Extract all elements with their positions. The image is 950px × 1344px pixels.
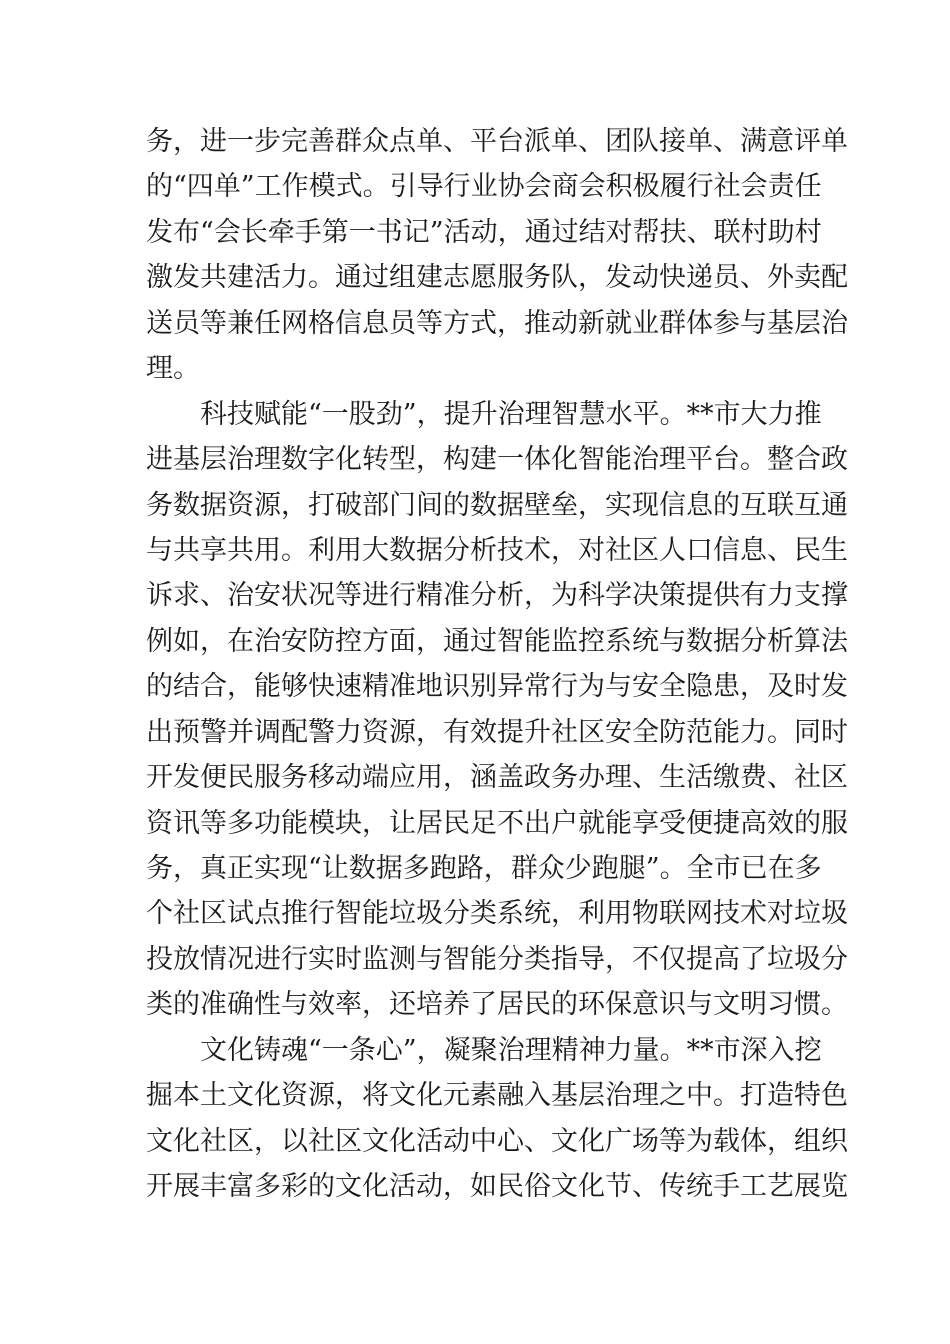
text-line: 资讯等多功能模块，让居民足不出户就能享受便捷高效的服 — [146, 807, 848, 839]
text-line: 例如，在治安防控方面，通过智能监控系统与数据分析算法 — [146, 625, 848, 657]
text-line: 掘本土文化资源，将文化元素融入基层治理之中。打造特色 — [146, 1080, 848, 1112]
text-line: 务，进一步完善群众点单、平台派单、团队接单、满意评单 — [146, 126, 848, 157]
body-text — [146, 119, 848, 1210]
text-line: 开展丰富多彩的文化活动，如民俗文化节、传统手工艺展览 — [146, 1171, 848, 1203]
paragraph-first-line: 文化铸魂“一条心”，凝聚治理精神力量。**市深入挖 — [200, 1034, 822, 1066]
text-line: 送员等兼任网格信息员等方式，推动新就业群体参与基层治 — [146, 307, 848, 339]
text-line: 诉求、治安状况等进行精准分析，为科学决策提供有力支撑 — [146, 580, 848, 612]
text-line: 的结合，能够快速精准地识别异常行为与安全隐患，及时发 — [146, 671, 848, 703]
text-line: 个社区试点推行智能垃圾分类系统，利用物联网技术对垃圾 — [146, 898, 848, 930]
paragraph — [146, 119, 848, 392]
text-line: 进基层治理数字化转型，构建一体化智能治理平台。整合政 — [146, 444, 848, 476]
text-line: 文化社区，以社区文化活动中心、文化广场等为载体，组织 — [146, 1125, 848, 1157]
text-line: 理。 — [146, 353, 200, 385]
text-line: 务，真正实现“让数据多跑路，群众少跑腿”。全市已在多 — [146, 853, 822, 884]
text-line: 与共享共用。利用大数据分析技术，对社区人口信息、民生 — [146, 534, 848, 566]
text-line: 激发共建活力。通过组建志愿服务队，发动快递员、外卖配 — [146, 262, 848, 294]
paragraph — [146, 392, 848, 1028]
text-line: 的“四单”工作模式。引导行业协会商会积极履行社会责任 — [146, 171, 822, 203]
text-line: 开发便民服务移动端应用，涵盖政务办理、生活缴费、社区 — [146, 762, 848, 794]
text-line: 类的准确性与效率，还培养了居民的环保意识与文明习惯。 — [146, 989, 848, 1021]
paragraph-first-line: 科技赋能“一股劲”，提升治理智慧水平。**市大力推 — [200, 398, 822, 430]
text-line: 发布“会长牵手第一书记”活动，通过结对帮扶、联村助村 — [146, 216, 822, 248]
paragraph — [146, 1028, 848, 1210]
text-line: 投放情况进行实时监测与智能分类指导，不仅提高了垃圾分 — [146, 943, 848, 975]
text-line: 出预警并调配警力资源，有效提升社区安全防范能力。同时 — [146, 716, 848, 748]
text-line: 务数据资源，打破部门间的数据壁垒，实现信息的互联互通 — [146, 489, 848, 521]
